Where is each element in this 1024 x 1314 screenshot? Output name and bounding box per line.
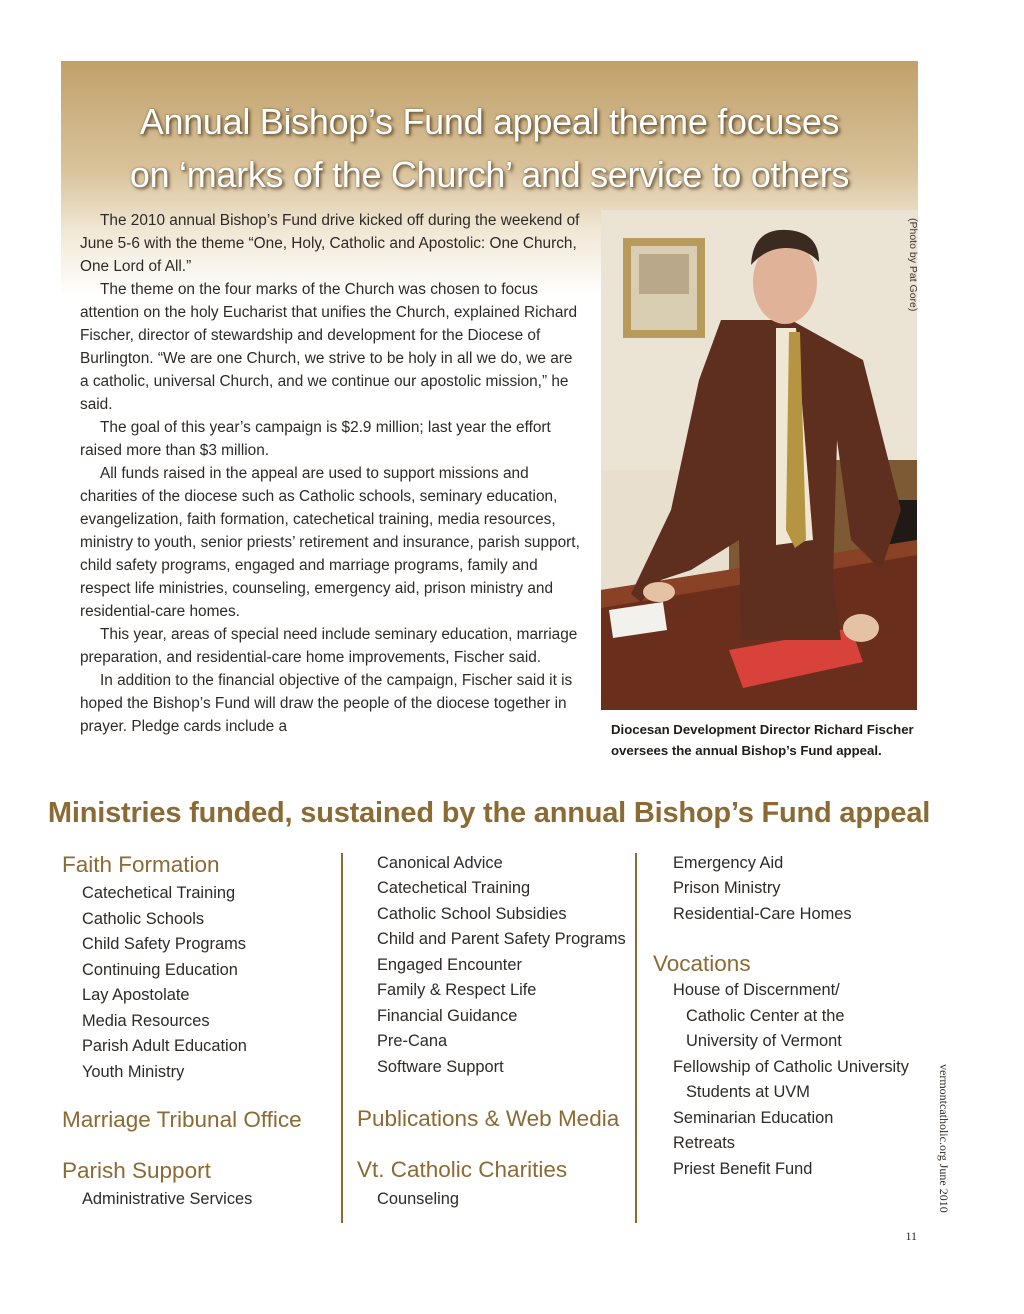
page-number: 11 [905,1229,917,1243]
list-item: University of Vermont [686,1032,842,1050]
publication-footer: vermontcatholic.org June 2010 [937,1064,951,1213]
article-paragraph: In addition to the financial objective of the campaign, Fischer said it is hoped the Bishop’s Fund will draw the people of the diocese together in prayer. Pledge cards include a [80,672,573,735]
list-item: Catholic School Subsidies [377,905,567,923]
list-item: Seminarian Education [673,1109,834,1127]
list-item: Lay Apostolate [82,986,190,1004]
list-item: Pre-Cana [377,1032,448,1050]
list-item: Emergency Aid [673,854,784,872]
caption-line-2: oversees the annual Bishop’s Fund appeal. [611,743,882,758]
list-item: Students at UVM [686,1083,810,1101]
list-item: Counseling [377,1190,460,1208]
article-paragraph: The goal of this year’s campaign is $2.9 million; last year the effort raised more than $3 million. [80,419,551,459]
list-item: Youth Ministry [82,1063,185,1081]
list-item: Residential-Care Homes [673,905,852,923]
caption-line-1: Diocesan Development Director Richard Fischer [611,722,914,737]
column-divider [341,853,343,1223]
list-item: Prison Ministry [673,879,781,897]
section-heading-charities: Vt. Catholic Charities [357,1157,568,1182]
list-item: Fellowship of Catholic University [673,1058,909,1076]
article-photo [601,210,917,710]
article-paragraph: The 2010 annual Bishop’s Fund drive kicked off during the weekend of June 5-6 with the theme “One, Holy, Catholic and Apostolic: One Church, One Lord of All.” [80,212,580,275]
headline-line-1: Annual Bishop’s Fund appeal theme focuses [139,101,840,142]
section-heading-faith-formation: Faith Formation [62,852,220,877]
photo-caption [611,719,931,761]
list-item: Child and Parent Safety Programs [377,930,626,948]
section-heading-parish-support: Parish Support [62,1158,211,1183]
headline-line-2: on ‘marks of the Church’ and service to others [129,154,850,195]
list-item: Media Resources [82,1012,210,1030]
section-heading-marriage-tribunal: Marriage Tribunal Office [62,1107,302,1132]
list-item: Catechetical Training [377,879,531,897]
section-heading-vocations: Vocations [653,951,751,976]
list-item: Administrative Services [82,1190,253,1208]
list-item: Engaged Encounter [377,956,522,974]
photo-credit: (Photo by Pat Gore) [907,218,919,312]
list-item: Financial Guidance [377,1007,518,1025]
column-divider [635,853,637,1223]
list-item: Software Support [377,1058,504,1076]
ministries-column-1 [62,852,342,1222]
list-item: Continuing Education [82,961,238,979]
ministries-column-3 [653,854,923,1194]
article-body [80,209,580,738]
list-item: Catechetical Training [82,884,236,902]
list-item: Catholic Center at the [686,1007,845,1025]
list-item: Catholic Schools [82,910,205,928]
list-item: House of Discernment/ [673,981,840,999]
list-item: Canonical Advice [377,854,503,872]
section-heading-publications: Publications & Web Media [357,1106,620,1131]
list-item: Family & Respect Life [377,981,537,999]
list-item: Child Safety Programs [82,935,246,953]
list-item: Parish Adult Education [82,1037,247,1055]
ministries-column-2 [357,854,632,1224]
list-item: Retreats [673,1134,735,1152]
article-paragraph: All funds raised in the appeal are used to support missions and charities of the diocese such as Catholic schools, seminary education, evangelization, faith formation, catechetical training, media resources, ministry to youth, senior priests’ retirement and insurance, parish support, child safety programs, engaged and marriage programs, family and respect life ministries, counseling, emergency aid, prison ministry and residential-care homes. [80,465,580,620]
article-paragraph: The theme on the four marks of the Church was chosen to focus attention on the holy Eucharist that unifies the Church, explained Richard Fischer, director of stewardship and development for the Diocese of Burlington. “We are one Church, we strive to be holy in all we do, we are a catholic, universal Church, and we continue our apostolic mission,” he said. [80,281,578,413]
article-paragraph: This year, areas of special need include seminary education, marriage preparation, and residential-care home improvements, Fischer said. [80,626,578,666]
list-item: Priest Benefit Fund [673,1160,813,1178]
headline [61,95,918,201]
ministries-title: Ministries funded, sustained by the annual Bishop’s Fund appeal [47,797,931,829]
